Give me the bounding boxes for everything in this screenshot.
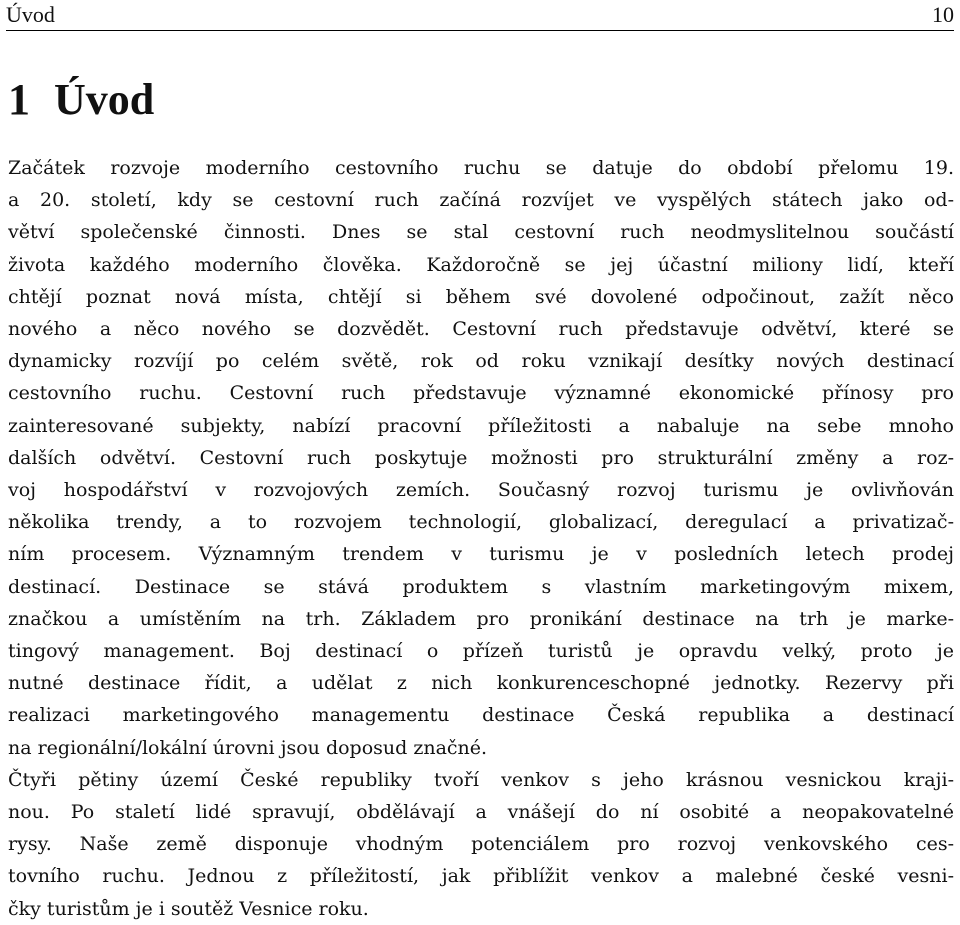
text-line: a 20. století, kdy se cestovní ruch začíná rozvíjet ve vyspělých státech jako od- <box>8 189 954 212</box>
text-line: větví společenské činnosti. Dnes se stal cestovní ruch neodmyslitelnou součástí <box>8 221 954 244</box>
text-line: zainteresované subjekty, nabízí pracovní příležitosti a nabaluje na sebe mnoho <box>8 414 954 437</box>
text-line: několika trendy, a to rozvojem technologií, globalizací, deregulací a privatizač- <box>8 511 954 534</box>
text-line: života každého moderního člověka. Každoročně se jej účastní miliony lidí, kteří <box>8 253 954 276</box>
text-line: rysy. Naše země disponuje vhodným potenciálem pro rozvoj venkovského ces- <box>8 833 954 856</box>
text-line: destinací. Destinace se stává produktem s vlastním marketingovým mixem, <box>8 575 954 598</box>
text-line: Čtyři pětiny území České republiky tvoří venkov s jeho krásnou vesnickou kraji- <box>8 768 954 791</box>
text-line: nutné destinace řídit, a udělat z nich konkurenceschopné jednotky. Rezervy při <box>8 672 954 695</box>
text-line: čky turistům je i soutěž Vesnice roku. <box>8 897 369 920</box>
chapter-number: 1 <box>8 75 30 124</box>
text-line: dynamicky rozvíjí po celém světě, rok od roku vznikají desítky nových destinací <box>8 350 954 373</box>
text-line: nového a něco nového se dozvědět. Cestovní ruch představuje odvětví, které se <box>8 318 954 341</box>
text-line: značkou a umístěním na trh. Základem pro pronikání destinace na trh je marke- <box>8 607 954 630</box>
running-header <box>6 2 954 31</box>
text-line: dalších odvětví. Cestovní ruch poskytuje možnosti pro strukturální změny a roz- <box>8 446 954 469</box>
paragraph <box>8 152 954 764</box>
text-line: voj hospodářství v rozvojových zemích. Současný rozvoj turismu je ovlivňován <box>8 479 954 502</box>
paragraph <box>8 764 954 925</box>
text-line: chtějí poznat nová místa, chtějí si během své dovolené odpočinout, zažít něco <box>8 285 954 308</box>
text-line: nou. Po staletí lidé spravují, obdělávají a vnášejí do ní osobité a neopakovatelné <box>8 801 954 824</box>
header-section-title: Úvod <box>6 2 55 27</box>
text-line: ním procesem. Významným trendem v turismu je v posledních letech prodej <box>8 543 954 566</box>
text-line: na regionální/lokální úrovni jsou doposud značné. <box>8 736 488 759</box>
text-line: tingový management. Boj destinací o přízeň turistů je opravdu velký, proto je <box>8 640 954 663</box>
chapter-title <box>8 72 154 128</box>
text-line: realizaci marketingového managementu destinace Česká republika a destinací <box>8 704 954 727</box>
text-line: Začátek rozvoje moderního cestovního ruchu se datuje do období přelomu 19. <box>8 157 954 179</box>
body-text <box>8 152 954 925</box>
text-line: cestovního ruchu. Cestovní ruch představuje významné ekonomické přínosy pro <box>8 382 954 405</box>
header-page-number: 10 <box>932 2 954 27</box>
text-line: tovního ruchu. Jednou z příležitostí, jak přiblížit venkov a malebné české vesni- <box>8 865 954 888</box>
chapter-heading-text: Úvod <box>54 75 155 124</box>
